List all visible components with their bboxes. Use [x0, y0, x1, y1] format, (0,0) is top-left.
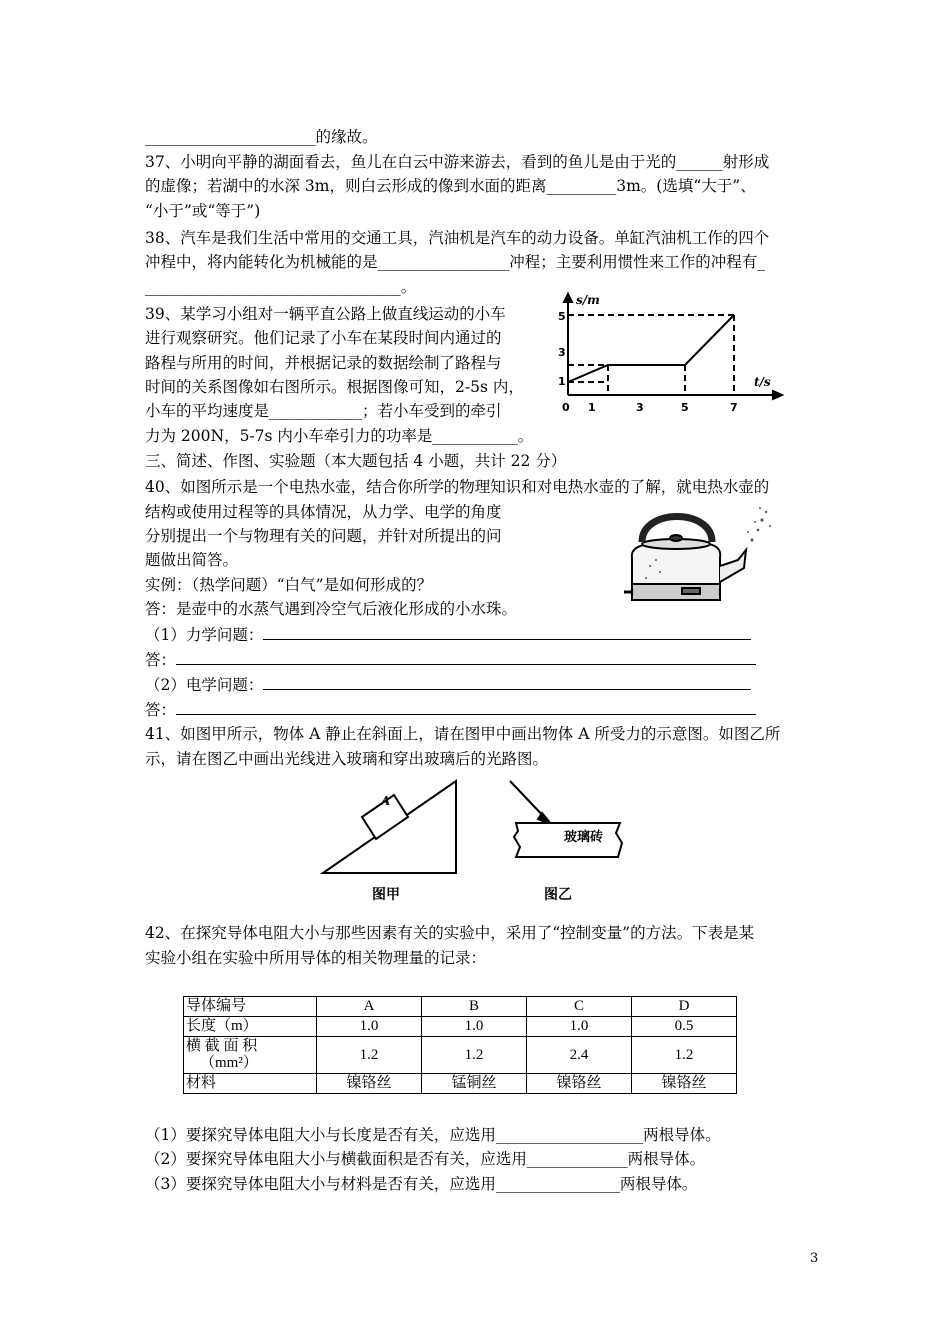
- table-cell: 镍铬丝: [317, 1074, 422, 1094]
- q42-sub2: （2）要探究导体电阻大小与横截面积是否有关，应选用_____________两根导体。: [145, 1150, 706, 1168]
- q37-line1: 37、小明向平静的湖面看去，鱼儿在白云中游来游去，看到的鱼儿是由于光的______射形成: [145, 153, 770, 171]
- q40-line1: 40、如图所示是一个电热水壶，结合你所学的物理知识和对电热水壶的了解，就电热水壶的: [145, 478, 770, 496]
- table-cell: 长度（m）: [184, 1017, 317, 1037]
- x-tick-5: 5: [681, 401, 689, 414]
- table-cell: B: [422, 997, 527, 1017]
- y-tick-5: 5: [558, 310, 566, 323]
- q40-line2: 结构或使用过程等的具体情况，从力学、电学的角度: [145, 503, 502, 521]
- table-cell: 1.2: [317, 1037, 422, 1074]
- electric-kettle-image: [620, 500, 780, 608]
- table-row: [184, 1074, 737, 1094]
- q42-sub1: （1）要探究导体电阻大小与长度是否有关，应选用___________________两根导体。: [145, 1126, 721, 1144]
- y-axis-label: s/m: [576, 293, 600, 307]
- table-cell: 1.2: [632, 1037, 737, 1074]
- y-tick-3: 3: [558, 346, 566, 359]
- q40-electric-label: （2）电学问题：: [145, 676, 264, 694]
- q39-line4: 时间的关系图像如右图所示。根据图像可知，2-5s 内，: [145, 378, 524, 396]
- q37-line2: 的虚像；若湖中的水深 3m，则白云形成的像到水面的距离_________3m。(选填“大于”、: [145, 177, 756, 195]
- q36-tail: ______________________的缘故。: [145, 128, 378, 146]
- table-row: [184, 1017, 737, 1037]
- q41-line2: 示，请在图乙中画出光线进入玻璃和穿出玻璃后的光路图。: [145, 750, 549, 768]
- q42-sub3: （3）要探究导体电阻大小与材料是否有关，应选用________________两根导体。: [145, 1175, 698, 1193]
- q40-mechanics-question: [145, 623, 751, 646]
- q40-electric-question: [145, 673, 751, 696]
- q41-line1: 41、如图甲所示，物体 A 静止在斜面上，请在图甲中画出物体 A 所受力的示意图。如图乙所: [145, 725, 781, 743]
- q40-mechanics-label: （1）力学问题：: [145, 626, 264, 644]
- q40-electric-answer: [145, 698, 756, 721]
- table-cell: C: [527, 997, 632, 1017]
- q39-line6: 力为 200N，5-7s 内小车牵引力的功率是___________。: [145, 427, 534, 445]
- page-number: 3: [810, 1251, 819, 1266]
- x-tick-1: 1: [588, 401, 596, 414]
- table-cell: 1.0: [317, 1017, 422, 1037]
- table-row: [184, 1037, 737, 1074]
- q40-line3: 分别提出一个与物理有关的问题，并针对所提出的问: [145, 527, 502, 545]
- q39-line2: 进行观察研究。他们记录了小车在某段时间内通过的: [145, 329, 502, 347]
- table-cell: 1.0: [422, 1017, 527, 1037]
- q39-line3: 路程与所用的时间，并根据记录的数据绘制了路程与: [145, 354, 502, 372]
- table-cell: 1.0: [527, 1017, 632, 1037]
- q38-line2: 冲程中，将内能转化为机械能的是_________________冲程；主要利用惯性来工作的冲程有_: [145, 253, 766, 271]
- table-cell: 1.2: [422, 1037, 527, 1074]
- q40-example-answer: 答：是壶中的水蒸气遇到冷空气后液化形成的小水珠。: [145, 600, 518, 618]
- x-axis-label: t/s: [754, 375, 771, 389]
- fig-b-caption: 图乙: [544, 887, 572, 903]
- table-cell: D: [632, 997, 737, 1017]
- q39-line1: 39、某学习小组对一辆平直公路上做直线运动的小车: [145, 305, 506, 323]
- electric-answer-blank[interactable]: [176, 698, 756, 715]
- q40-line4: 题做出简答。: [145, 551, 239, 569]
- area-label-line2: （mm²）: [200, 1055, 258, 1071]
- answer-label: 答：: [145, 701, 177, 719]
- conductor-table: [183, 996, 737, 1094]
- glass-label: 玻璃砖: [564, 830, 604, 845]
- x-tick-3: 3: [636, 401, 644, 414]
- q39-line5: 小车的平均速度是____________；若小车受到的牵引: [145, 402, 502, 420]
- x-tick-0: 0: [562, 401, 570, 414]
- q38-line3: _________________________________。: [145, 278, 417, 296]
- area-label-line1: 横 截 面 积: [186, 1038, 258, 1054]
- y-tick-1: 1: [558, 375, 566, 388]
- table-cell: 锰铜丝: [422, 1074, 527, 1094]
- mechanics-question-blank[interactable]: [263, 623, 751, 640]
- q42-line2: 实验小组在实验中所用导体的相关物理量的记录：: [145, 949, 487, 967]
- q37-line3: “小于”或“等于”): [145, 202, 261, 220]
- distance-time-graph: [558, 290, 788, 420]
- answer-label: 答：: [145, 651, 177, 669]
- mechanics-answer-blank[interactable]: [176, 648, 756, 665]
- section-three-heading: 三、简述、作图、实验题（本大题包括 4 小题，共计 22 分）: [145, 452, 567, 470]
- table-cell: [184, 1037, 317, 1074]
- table-cell: 镍铬丝: [632, 1074, 737, 1094]
- incline-figure: [318, 775, 468, 905]
- q38-line1: 38、汽车是我们生活中常用的交通工具，汽油机是汽车的动力设备。单缸汽油机工作的四个: [145, 229, 770, 247]
- q40-mechanics-answer: [145, 648, 756, 671]
- glass-brick-figure: [502, 775, 632, 905]
- table-cell: 材料: [184, 1074, 317, 1094]
- table-header-row: [184, 997, 737, 1017]
- fig-a-caption: 图甲: [372, 887, 400, 903]
- table-cell: 2.4: [527, 1037, 632, 1074]
- q42-line1: 42、在探究导体电阻大小与那些因素有关的实验中，采用了“控制变量”的方法。下表是某: [145, 924, 755, 942]
- table-cell: 镍铬丝: [527, 1074, 632, 1094]
- x-tick-7: 7: [730, 401, 738, 414]
- table-cell: A: [317, 997, 422, 1017]
- table-cell: 导体编号: [184, 997, 317, 1017]
- electric-question-blank[interactable]: [263, 673, 751, 690]
- block-a-label: A: [381, 794, 391, 808]
- q40-example: 实例：（热学问题）“白气”是如何形成的？: [145, 576, 433, 594]
- table-cell: 0.5: [632, 1017, 737, 1037]
